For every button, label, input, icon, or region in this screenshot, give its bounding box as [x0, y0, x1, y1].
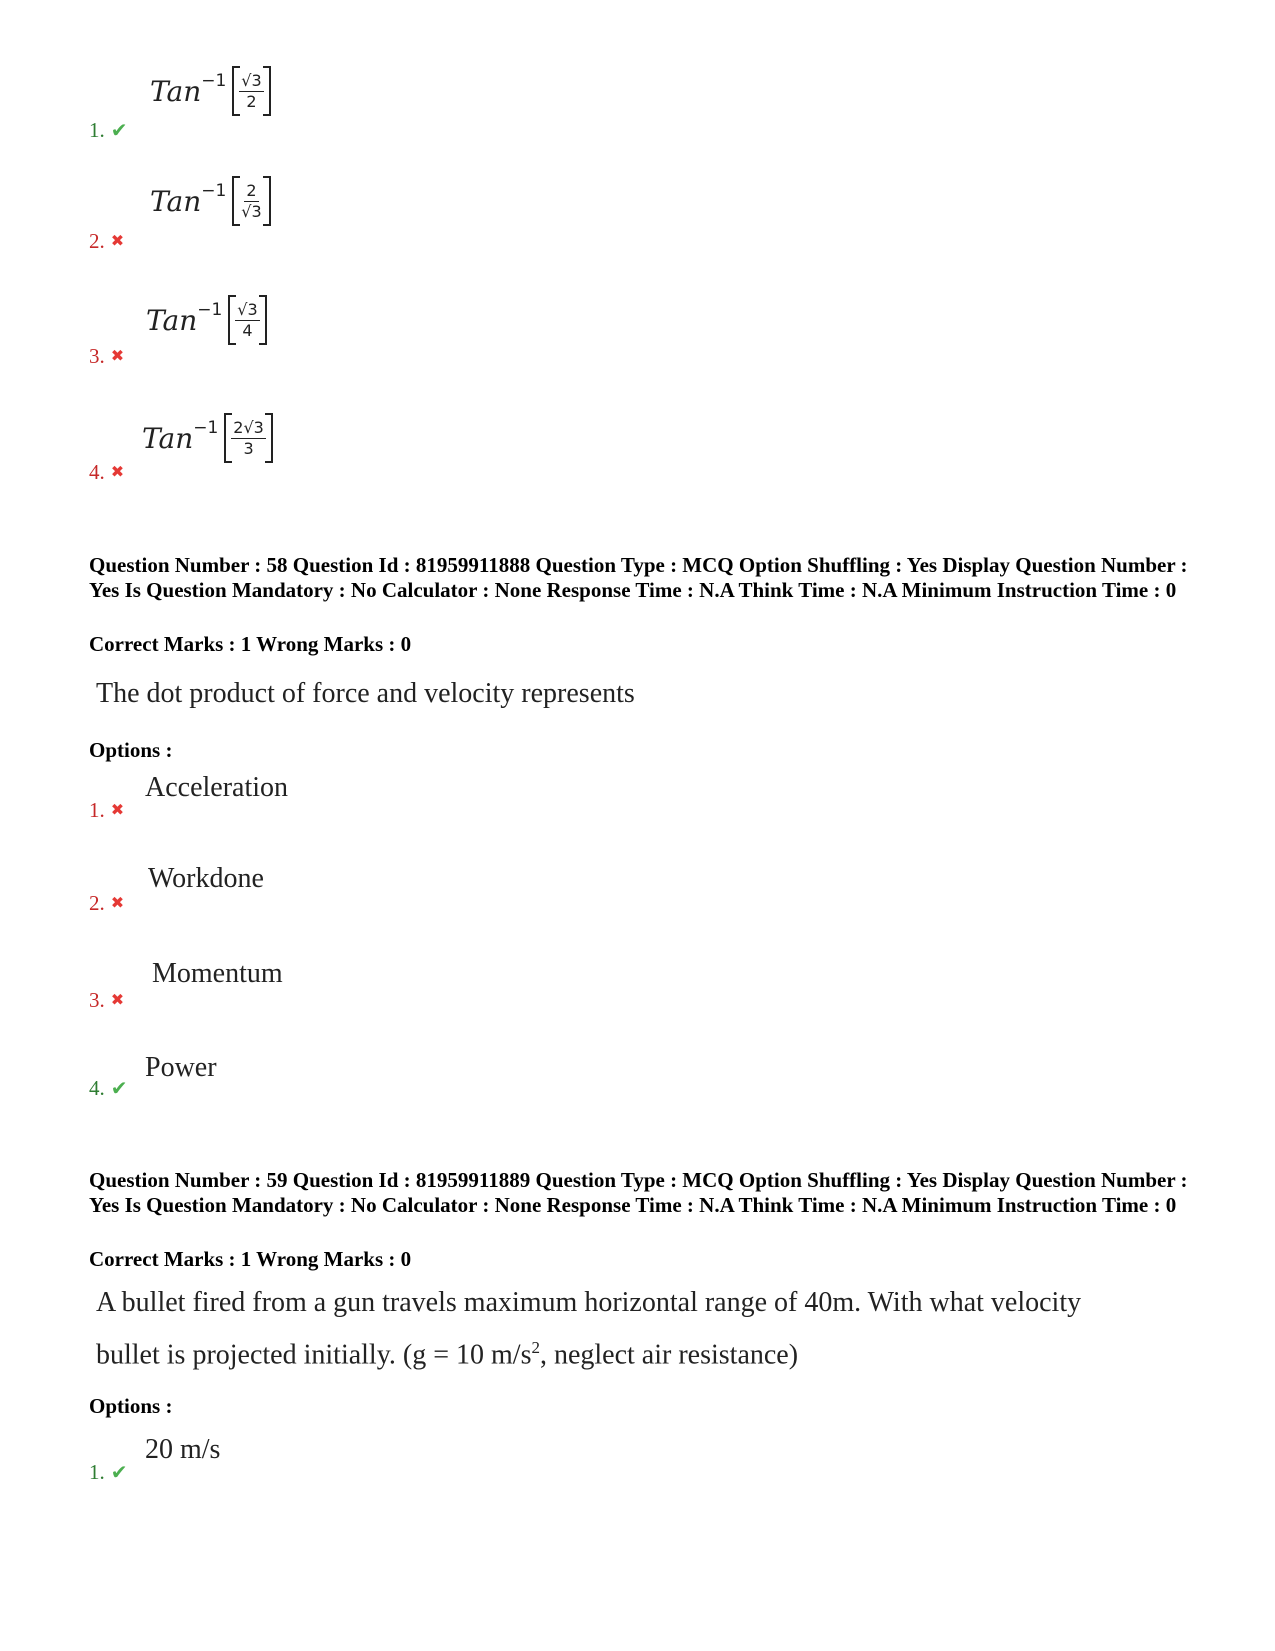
question-58-meta: Question Number : 58 Question Id : 81959911888 Question Type : MCQ Option Shuffling : Yes Display Question Number : Yes Is Question Mandatory : No Calculator : None Response Time : N.A Think Time : N.A Minimum Instruction Time : 0 [89, 553, 1188, 602]
prev-option-2-number: 2. ✖ [89, 229, 125, 253]
question-59-option-1-text: 20 m/s [145, 1434, 221, 1465]
prev-option-4-expression: Tan −1 2√3 3 [142, 413, 273, 463]
prev-option-1-number: 1. ✔ [89, 118, 128, 142]
question-58-text: The dot product of force and velocity represents [96, 678, 635, 709]
question-59-option-1-number: 1. ✔ [89, 1460, 128, 1484]
question-59-options-label: Options : [89, 1394, 173, 1418]
question-58-option-3-number: 3. ✖ [89, 988, 125, 1012]
check-mark-icon: ✔ [110, 1460, 128, 1484]
cross-mark-icon: ✖ [110, 893, 125, 912]
question-58-option-3-text: Momentum [152, 958, 283, 989]
cross-mark-icon: ✖ [110, 231, 125, 250]
question-58-option-1-number: 1. ✖ [89, 798, 125, 822]
question-58-option-1-text: Acceleration [145, 772, 289, 803]
question-59-text-line-1: A bullet fired from a gun travels maximum horizontal range of 40m. With what velocity [96, 1287, 1082, 1318]
prev-option-3-number: 3. ✖ [89, 344, 125, 368]
question-59-meta: Question Number : 59 Question Id : 81959911889 Question Type : MCQ Option Shuffling : Yes Display Question Number : Yes Is Question Mandatory : No Calculator : None Response Time : N.A Think Time : N.A Minimum Instruction Time : 0 [89, 1168, 1188, 1217]
question-58-marks: Correct Marks : 1 Wrong Marks : 0 [89, 632, 412, 656]
prev-option-4-number: 4. ✖ [89, 460, 125, 484]
question-58-option-4-number: 4. ✔ [89, 1076, 128, 1100]
cross-mark-icon: ✖ [110, 990, 125, 1009]
prev-option-3-expression: Tan −1 √3 4 [146, 295, 267, 345]
prev-option-2-expression: Tan −1 2 √3 [150, 176, 271, 226]
cross-mark-icon: ✖ [110, 462, 125, 481]
cross-mark-icon: ✖ [110, 346, 125, 365]
question-58-options-label: Options : [89, 738, 173, 762]
question-58-option-4-text: Power [145, 1052, 217, 1083]
check-mark-icon: ✔ [110, 118, 128, 142]
question-58-option-2-text: Workdone [148, 863, 264, 894]
prev-option-1-expression: Tan −1 √3 2 [150, 66, 271, 116]
check-mark-icon: ✔ [110, 1076, 128, 1100]
question-59-text-line-2: bullet is projected initially. (g = 10 $m/s^2$, neglect air resistance) [96, 1338, 799, 1371]
cross-mark-icon: ✖ [110, 800, 125, 819]
question-58-option-2-number: 2. ✖ [89, 891, 125, 915]
question-59-marks: Correct Marks : 1 Wrong Marks : 0 [89, 1247, 412, 1271]
